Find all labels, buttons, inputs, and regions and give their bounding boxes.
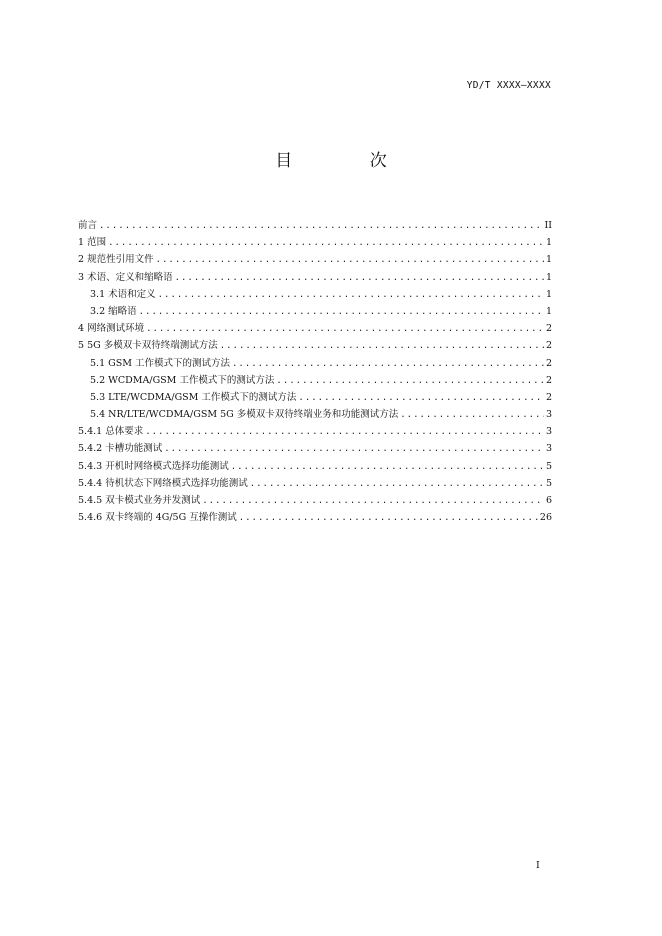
toc-entry[interactable] [78, 440, 552, 457]
toc-entry-page: 3 [545, 409, 552, 421]
toc-dot-leader [298, 390, 544, 407]
toc-dot-leader [164, 441, 544, 458]
toc-entry-label: 5.4.3 开机时网络模式选择功能测试 [78, 460, 229, 472]
toc-entry-page: 2 [545, 323, 552, 335]
toc-entry[interactable] [78, 389, 552, 406]
toc-entry-label: 4 网络测试环境 [78, 323, 145, 335]
toc-entry[interactable] [78, 234, 552, 251]
toc-entry-label: 5.4.4 待机状态下网络模式选择功能测试 [78, 477, 248, 489]
toc-entry-label: 5.4.6 双卡终端的 4G/5G 互操作测试 [78, 512, 237, 524]
toc-dot-leader [158, 287, 544, 304]
toc-title: 目 次 [275, 151, 423, 171]
toc-entry[interactable] [78, 303, 552, 320]
toc-entry[interactable] [78, 337, 552, 354]
toc-entry-page: 1 [545, 254, 552, 266]
toc-entry-label: 3.1 术语和定义 [90, 288, 156, 300]
toc-entry[interactable] [78, 286, 552, 303]
toc-entry-page: 26 [539, 512, 552, 524]
toc-entry-page: 2 [545, 374, 552, 386]
toc-entry[interactable] [78, 492, 552, 509]
toc-entry-page: 5 [545, 460, 552, 472]
toc-entry[interactable] [78, 320, 552, 337]
toc-entry-label: 5.4 NR/LTE/WCDMA/GSM 5G 多模双卡双待终端业务和功能测试方法 [90, 409, 399, 421]
toc-entry-page: 2 [545, 391, 552, 403]
toc-entry[interactable] [78, 372, 552, 389]
toc-dot-leader [139, 304, 544, 321]
toc-dot-leader [108, 235, 544, 252]
toc-entry-page: 5 [545, 477, 552, 489]
toc-entry-label: 5.4.1 总体要求 [78, 426, 144, 438]
toc-entry-page: 3 [545, 426, 552, 438]
toc-dot-leader [145, 424, 544, 441]
toc-dot-leader [146, 321, 544, 338]
toc-dot-leader [231, 459, 544, 476]
toc-entry-label: 5.2 WCDMA/GSM 工作模式下的测试方法 [90, 374, 275, 386]
toc-entry-label: 前言 [78, 220, 98, 231]
toc-dot-leader [250, 476, 544, 493]
toc-entry-label: 1 范围 [78, 237, 107, 249]
toc-entry[interactable] [78, 355, 552, 372]
toc-entry-label: 5 5G 多模双卡双待终端测试方法 [78, 340, 218, 352]
table-of-contents [78, 217, 552, 526]
toc-entry-label: 5.4.5 双卡模式业务并发测试 [78, 495, 201, 506]
toc-dot-leader [202, 493, 544, 510]
toc-dot-leader [156, 252, 544, 269]
toc-entry-page: 6 [545, 495, 552, 506]
toc-dot-leader [276, 373, 544, 390]
toc-entry-page: 1 [545, 305, 552, 317]
toc-entry-page: II [544, 220, 552, 231]
toc-entry-label: 3.2 缩略语 [90, 305, 137, 317]
toc-entry[interactable] [78, 251, 552, 268]
toc-entry-label: 5.1 GSM 工作模式下的测试方法 [90, 357, 230, 369]
toc-entry-page: 2 [545, 357, 552, 369]
toc-dot-leader [232, 356, 544, 373]
toc-dot-leader [99, 218, 542, 235]
toc-dot-leader [239, 510, 538, 527]
page-number: I [536, 860, 540, 871]
document-code: YD/T XXXX—XXXX [466, 80, 551, 91]
toc-entry-label: 2 规范性引用文件 [78, 254, 154, 266]
toc-entry-page: 2 [545, 340, 552, 352]
toc-entry[interactable] [78, 269, 552, 286]
toc-entry-label: 3 术语、定义和缩略语 [78, 271, 173, 283]
toc-entry[interactable] [78, 509, 552, 526]
toc-entry[interactable] [78, 458, 552, 475]
toc-entry-page: 1 [545, 288, 552, 300]
toc-dot-leader [220, 338, 544, 355]
toc-entry-page: 3 [545, 443, 552, 455]
toc-dot-leader [400, 407, 544, 424]
toc-entry-page: 1 [545, 271, 552, 283]
toc-entry[interactable] [78, 217, 552, 234]
toc-entry-page: 1 [545, 237, 552, 249]
toc-entry-label: 5.4.2 卡槽功能测试 [78, 443, 163, 455]
toc-entry-label: 5.3 LTE/WCDMA/GSM 工作模式下的测试方法 [90, 391, 297, 403]
toc-entry[interactable] [78, 475, 552, 492]
toc-entry[interactable] [78, 406, 552, 423]
toc-dot-leader [175, 270, 544, 287]
toc-entry[interactable] [78, 423, 552, 440]
